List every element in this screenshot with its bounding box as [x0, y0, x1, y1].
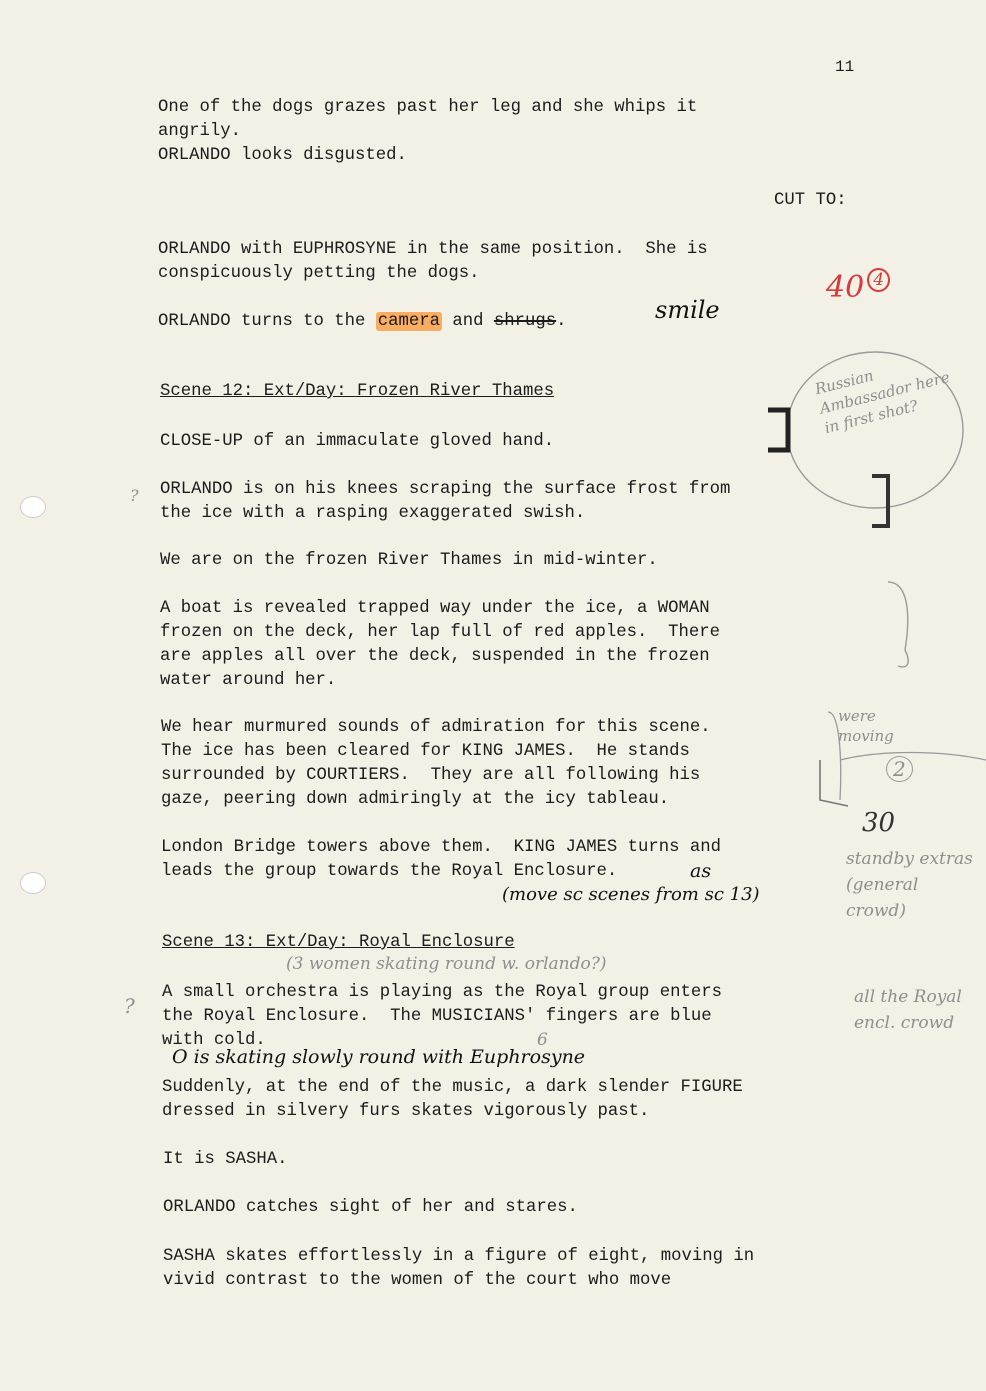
- paragraph: We hear murmured sounds of admiration for this scene. The ice has been cleared for KING JAMES. He stands surrounded by COURTIERS. They are all following his gaze, peering down admiringly at the icy tableau.: [161, 718, 711, 809]
- paragraph: CLOSE-UP of an immaculate gloved hand.: [160, 432, 555, 451]
- text: ORLANDO turns to the: [158, 312, 376, 331]
- punch-hole: [20, 872, 46, 894]
- handwritten-skating-line: O is skating slowly round with Euphrosyne: [172, 1046, 586, 1068]
- paragraph: A boat is revealed trapped way under the ice, a WOMAN frozen on the deck, her lap full of red apples. There are apples all over the deck, suspended in the frozen water around her.: [160, 599, 721, 690]
- struck-word: shrugs: [493, 312, 557, 331]
- transition-cut-to: CUT TO:: [774, 191, 847, 210]
- handwritten-six: 6: [537, 1030, 548, 1050]
- handwritten-move-scenes: (move sc scenes from sc 13): [502, 884, 760, 905]
- highlighted-word: camera: [377, 312, 441, 331]
- scene-heading: Scene 13: Ext/Day: Royal Enclosure: [162, 933, 515, 952]
- paragraph: ORLANDO is on his knees scraping the surface frost from the ice with a rasping exaggerated swish.: [160, 480, 731, 523]
- handwritten-were-moving: were moving: [838, 707, 894, 745]
- paragraph: A small orchestra is playing as the Royal group enters the Royal Enclosure. The MUSICIANS' fingers are blue with cold.: [162, 983, 723, 1050]
- paragraph: London Bridge towers above them. KING JAMES turns and leads the group towards the Royal Enclosure.: [161, 838, 722, 881]
- handwritten-as: as: [690, 860, 712, 882]
- handwritten-ambassador-note: Russian Ambassador here in first shot?: [813, 366, 952, 438]
- paragraph: ORLANDO catches sight of her and stares.: [163, 1198, 578, 1217]
- paragraph: SASHA skates effortlessly in a figure of eight, moving in vivid contrast to the women of the court who move: [163, 1247, 755, 1290]
- paragraph-orlando-turns: [158, 310, 566, 334]
- handwritten-question-mark: ?: [130, 486, 139, 505]
- punch-hole: [20, 496, 46, 518]
- paragraph: It is SASHA.: [163, 1150, 288, 1169]
- page-number: 11: [835, 58, 855, 76]
- red-circled-number: 4: [867, 268, 890, 292]
- handwritten-smile: smile: [655, 296, 720, 324]
- text: and: [442, 312, 494, 331]
- paragraph: Suddenly, at the end of the music, a dark slender FIGURE dressed in silvery furs skates vigorously past.: [162, 1078, 743, 1121]
- handwritten-royal-crowd: all the Royal encl. crowd: [854, 987, 962, 1033]
- handwritten-question-mark: ?: [124, 994, 135, 1018]
- handwritten-red-note: [826, 270, 890, 305]
- text: .: [556, 312, 567, 331]
- handwritten-thirty: 30: [862, 808, 896, 838]
- paragraph: ORLANDO with EUPHROSYNE in the same position. She is conspicuously petting the dogs.: [158, 240, 708, 283]
- handwritten-standby-extras: standby extras (general crowd): [846, 849, 973, 921]
- paragraph: One of the dogs grazes past her leg and she whips it angrily. ORLANDO looks disgusted.: [158, 98, 698, 165]
- handwritten-circled-two: 2: [886, 756, 913, 782]
- paragraph: We are on the frozen River Thames in mid-winter.: [160, 551, 658, 570]
- scene-heading: Scene 12: Ext/Day: Frozen River Thames: [160, 382, 555, 401]
- red-number: 40: [826, 270, 865, 305]
- handwritten-three-women: (3 women skating round w. orlando?): [286, 954, 607, 974]
